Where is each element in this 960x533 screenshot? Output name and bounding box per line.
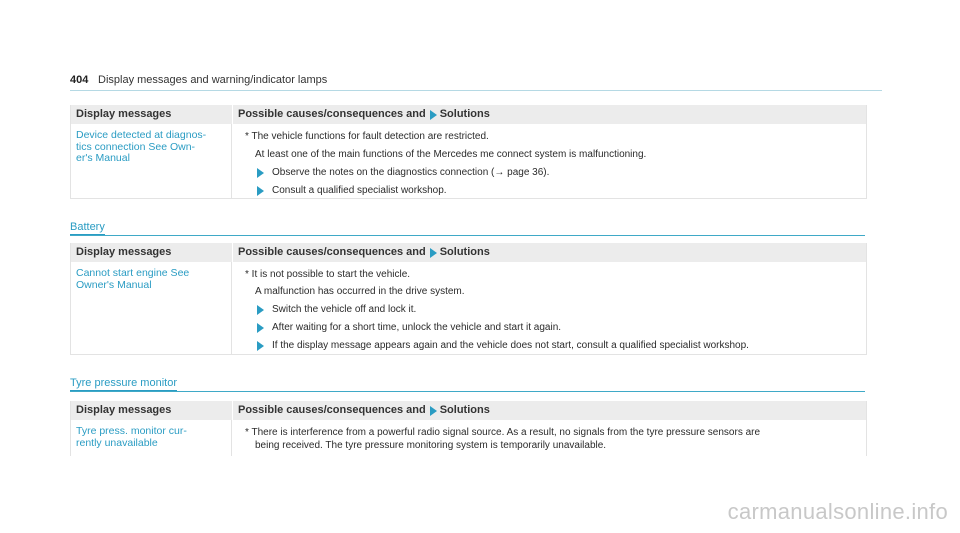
col-display-messages: Display messages bbox=[76, 246, 172, 258]
triangle-right-icon bbox=[257, 341, 264, 351]
diagnostics-table bbox=[70, 105, 867, 199]
col-causes-solutions: Possible causes/consequences and Solutions bbox=[232, 401, 866, 420]
table-row bbox=[71, 124, 866, 198]
cause-text: * The vehicle functions for fault detection are restricted. bbox=[245, 131, 489, 142]
solution-step: After waiting for a short time, unlock the vehicle and start it again. bbox=[272, 322, 562, 333]
table-header bbox=[71, 105, 866, 124]
triangle-right-icon bbox=[430, 248, 437, 258]
triangle-right-icon bbox=[430, 110, 437, 120]
detail-text: A malfunction has occurred in the drive system. bbox=[255, 286, 465, 297]
table-row bbox=[71, 420, 866, 456]
battery-table bbox=[70, 243, 867, 355]
triangle-right-icon bbox=[257, 305, 264, 315]
col-causes-solutions: Possible causes/consequences and Solutions bbox=[232, 243, 866, 262]
cause-cell bbox=[232, 420, 866, 456]
col-causes-solutions: Possible causes/consequences and Solutions bbox=[232, 105, 866, 124]
page-header bbox=[70, 72, 882, 91]
triangle-right-icon bbox=[257, 168, 264, 178]
solution-step: If the display message appears again and the vehicle does not start, consult a qualified specialist workshop. bbox=[272, 340, 749, 351]
watermark: carmanualsonline.info bbox=[727, 499, 948, 524]
col-display-messages: Display messages bbox=[76, 404, 172, 416]
solution-step: Switch the vehicle off and lock it. bbox=[272, 304, 417, 315]
triangle-right-icon bbox=[430, 406, 437, 416]
col-display-messages: Display messages bbox=[76, 108, 172, 120]
display-message[interactable]: Tyre press. monitor cur- rently unavailable bbox=[71, 420, 232, 456]
cause-cell bbox=[232, 124, 866, 198]
display-message[interactable]: Device detected at diagnos- tics connection See Own- er's Manual bbox=[71, 124, 232, 198]
triangle-right-icon bbox=[257, 186, 264, 196]
solution-step: Consult a qualified specialist workshop. bbox=[272, 185, 447, 196]
table-header bbox=[71, 401, 866, 420]
tyre-pressure-table bbox=[70, 401, 867, 456]
section-heading-tyre-pressure: Tyre pressure monitor bbox=[70, 377, 865, 392]
triangle-right-icon bbox=[257, 323, 264, 333]
page-number: 404 bbox=[70, 74, 89, 86]
cause-cell bbox=[232, 262, 866, 354]
display-message[interactable]: Cannot start engine See Owner's Manual bbox=[71, 262, 232, 354]
cause-text: * It is not possible to start the vehicle. bbox=[245, 269, 411, 280]
page-title: Display messages and warning/indicator lamps bbox=[98, 74, 328, 86]
solution-step: Observe the notes on the diagnostics connection (→ page 36). bbox=[272, 167, 550, 178]
detail-text: At least one of the main functions of the Mercedes me connect system is malfunctioning. bbox=[255, 149, 647, 160]
cause-text-cont: being received. The tyre pressure monitoring system is temporarily unavailable. bbox=[255, 440, 607, 451]
cause-text: * There is interference from a powerful radio signal source. As a result, no signals from the tyre pressure sensors are bbox=[245, 427, 761, 438]
table-row bbox=[71, 262, 866, 354]
section-heading-battery: Battery bbox=[70, 221, 865, 236]
table-header bbox=[71, 243, 866, 262]
